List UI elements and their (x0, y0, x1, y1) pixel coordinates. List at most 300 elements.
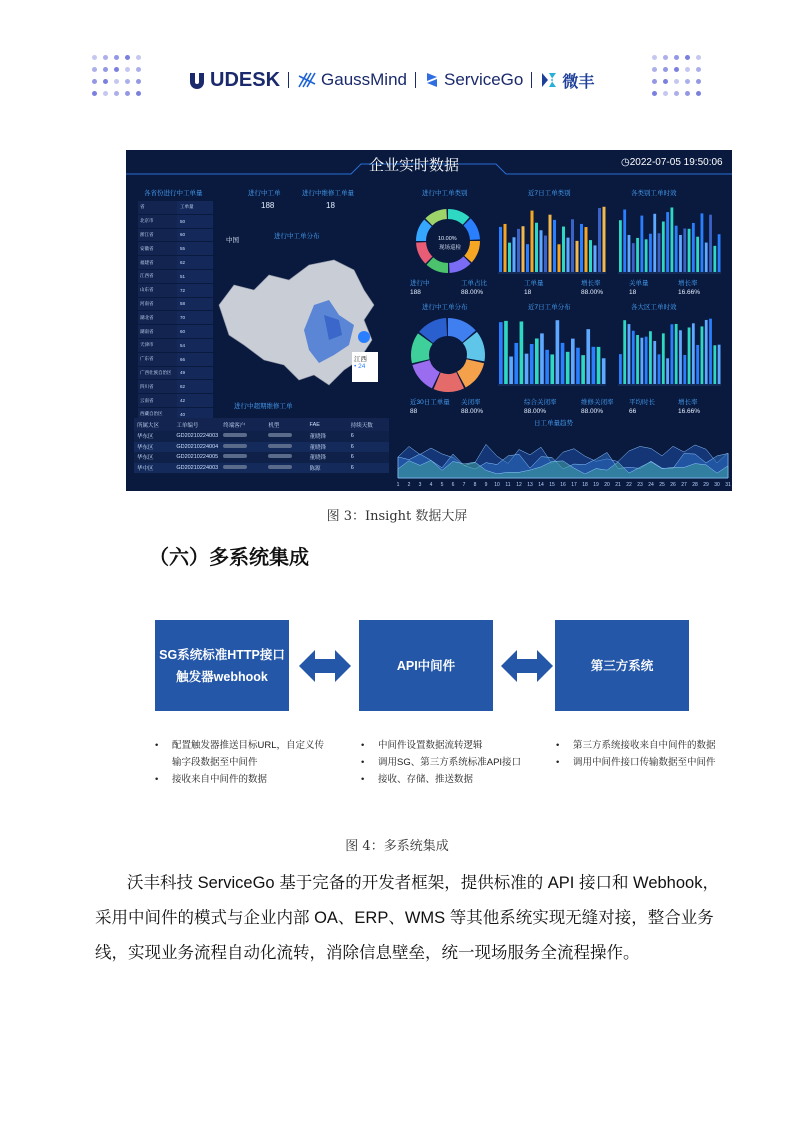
province-row: 福建省 62 (138, 256, 213, 270)
table-cell (220, 454, 265, 460)
table-cell (220, 433, 265, 439)
donut-segment (467, 222, 475, 240)
dot (92, 91, 97, 96)
dist7-title: 近7日工单分布 (528, 304, 571, 311)
column-header: 机型 (268, 422, 280, 429)
dot (685, 79, 690, 84)
bar (653, 341, 656, 384)
column-header: 终端客户 (223, 422, 246, 429)
divider (288, 72, 289, 88)
x-tick-label: 9 (484, 482, 488, 488)
table-cell: 董晓锋 (309, 444, 327, 451)
dot (663, 67, 668, 72)
table-cell (265, 465, 306, 471)
udesk-icon (188, 71, 206, 89)
servicego-logo (424, 70, 523, 90)
sg-http-box: SG系统标准HTTP接口 触发器webhook (155, 620, 289, 711)
bar (653, 214, 656, 272)
table-cell: GD20210224004 (176, 443, 219, 450)
bar (567, 238, 570, 272)
bar (522, 226, 525, 272)
paragraph-line: 线，实现业务流程自动化流转，消除信息壁垒，统一现场服务全流程操作。 (95, 944, 640, 962)
x-tick-label: 22 (626, 482, 632, 488)
x-tick-label: 28 (692, 482, 698, 488)
bar (640, 216, 643, 272)
bar (658, 354, 661, 384)
bar (701, 326, 704, 384)
weifeng-icon (540, 71, 558, 89)
paragraph-line: 沃丰科技 ServiceGo 基于完备的开发者框架，提供标准的 API 接口和 Webhook， (127, 874, 719, 892)
x-tick-label: 31 (725, 482, 731, 488)
table-row (134, 463, 389, 474)
third-party-box: 第三方系统 (555, 620, 689, 711)
bar (705, 320, 708, 384)
donut-segment (448, 327, 469, 336)
bar (589, 240, 592, 272)
dot (114, 55, 119, 60)
bar (531, 211, 534, 272)
column-header: 工单编号 (176, 422, 199, 429)
dot (92, 79, 97, 84)
dot (696, 67, 701, 72)
province-row: 西藏自治区 40 (138, 408, 213, 422)
donut-segment (430, 261, 448, 268)
region-title: 各大区工单时效 (631, 304, 677, 311)
clock-icon: ◷ (621, 157, 630, 168)
maint-value: 18 (326, 201, 335, 210)
donut-segment (437, 380, 460, 383)
china-label: 中国 (226, 237, 239, 244)
bar (508, 243, 511, 272)
servicego-icon (424, 71, 440, 89)
bar (649, 331, 652, 384)
bar (658, 233, 661, 272)
kpi-label: 近30日工单量 (410, 399, 450, 406)
kpi-value: 16.66% (678, 289, 701, 296)
table-cell: 陈源 (309, 465, 321, 472)
x-tick-label: 16 (560, 482, 566, 488)
table-cell: 6 (350, 464, 354, 471)
bar (619, 354, 622, 384)
province-row: 浙江省 60 (138, 229, 213, 243)
kpi-value: 18 (629, 289, 637, 296)
bar (535, 338, 539, 384)
province-row: 四川省 62 (138, 380, 213, 394)
bar (632, 243, 635, 272)
dot (685, 55, 690, 60)
region-bar-chart (618, 310, 723, 395)
bar (556, 320, 560, 384)
duration-bar-chart (618, 198, 723, 278)
x-tick-label: 3 (418, 482, 422, 488)
bar (520, 321, 524, 384)
table-row (134, 442, 389, 453)
dot (663, 91, 668, 96)
trend-area-chart (396, 426, 731, 488)
province-row: 湖南省 60 (138, 325, 213, 339)
type7-bar-chart (498, 198, 608, 278)
bar (598, 208, 601, 272)
table-cell (265, 454, 306, 460)
bar (526, 244, 529, 272)
x-tick-label: 20 (604, 482, 610, 488)
bar (696, 237, 699, 272)
gaussmind-wordmark: GaussMind (321, 70, 407, 89)
donut-label: 现场巡检 (439, 245, 462, 251)
bar (683, 355, 686, 384)
double-arrow-icon (299, 648, 351, 684)
dot (103, 55, 108, 60)
x-tick-label: 8 (473, 482, 477, 488)
x-tick-label: 26 (670, 482, 676, 488)
bar (671, 324, 674, 384)
bar (571, 339, 575, 384)
dot (125, 67, 130, 72)
dot (92, 67, 97, 72)
bar (696, 345, 699, 384)
insight-dashboard (126, 150, 732, 491)
bar (628, 235, 631, 272)
province-row: 安徽省 55 (138, 242, 213, 256)
bar (581, 355, 585, 384)
bar (640, 338, 643, 384)
bar (594, 245, 597, 272)
bar (592, 347, 596, 384)
list-item: • 调用中间件接口传输数据至中间件 (556, 754, 756, 771)
dot (652, 55, 657, 60)
donut-segment (421, 242, 429, 260)
bar (701, 213, 704, 272)
list-item: • 第三方系统接收来自中间件的数据 (556, 737, 756, 754)
bar (576, 241, 579, 272)
kpi-label: 关单量 (629, 280, 649, 287)
bar (499, 227, 502, 272)
bar (679, 330, 682, 384)
decorative-dots-right (652, 55, 708, 103)
dot (674, 67, 679, 72)
province-row: 天津市 54 (138, 339, 213, 353)
bar (683, 228, 686, 272)
bar (666, 358, 669, 384)
body-paragraph (95, 866, 719, 971)
kpi-value: 88.00% (461, 408, 484, 415)
table-cell: 6 (350, 443, 354, 450)
table-cell (220, 444, 265, 450)
column-header: 持续天数 (350, 422, 373, 429)
kpi-value: 188 (410, 289, 421, 296)
kpi-value: 66 (629, 408, 637, 415)
dot (125, 79, 130, 84)
dot (103, 67, 108, 72)
bar (525, 354, 529, 384)
table-cell: 6 (350, 454, 354, 461)
left-bullets (155, 737, 355, 788)
dashboard-datetime: ◷2022-07-05 19:50:06 (621, 157, 723, 168)
weifeng-logo (540, 69, 594, 92)
bar (645, 239, 648, 272)
dot (663, 79, 668, 84)
bar (561, 343, 565, 384)
x-tick-label: 14 (538, 482, 544, 488)
dot (696, 55, 701, 60)
bar (603, 207, 606, 272)
type7-title: 近7日工单类别 (528, 190, 571, 197)
dot (652, 91, 657, 96)
bar (679, 235, 682, 272)
x-tick-label: 21 (615, 482, 621, 488)
table-cell: 华中区 (137, 465, 154, 472)
bar (549, 215, 552, 272)
dot (114, 79, 119, 84)
overdue-table (134, 418, 389, 473)
list-item: • 配置触发器推送目标URL，自定义传 输字段数据至中间件 (155, 737, 355, 771)
table-cell: 华东区 (137, 444, 154, 451)
kpi-label: 平均时长 (629, 399, 655, 406)
province-row: 北京市 50 (138, 215, 213, 229)
bar (713, 246, 716, 272)
column-header: 所属大区 (137, 422, 160, 429)
bar (709, 319, 712, 384)
bar (628, 324, 631, 384)
bar (545, 350, 549, 384)
duration-title: 各类别工单时效 (631, 190, 677, 197)
kpi-label: 增长率 (581, 280, 601, 287)
x-tick-label: 13 (527, 482, 533, 488)
distribution-title: 进行中工单分布 (274, 233, 320, 240)
bar (705, 243, 708, 272)
list-item: • 接收来自中间件的数据 (155, 771, 355, 788)
x-tick-label: 5 (440, 482, 444, 488)
donut-segment (470, 338, 476, 360)
dist7-bar-chart (498, 310, 608, 390)
x-tick-label: 6 (451, 482, 455, 488)
bar (558, 244, 561, 272)
dot (103, 79, 108, 84)
right-bullets (556, 737, 756, 771)
donut-segment (421, 363, 436, 381)
dot (652, 79, 657, 84)
bar (662, 333, 665, 384)
x-tick-label: 23 (637, 482, 643, 488)
bar (597, 347, 601, 384)
bar (636, 335, 639, 384)
in-progress-value: 188 (261, 201, 275, 210)
bar (509, 357, 513, 384)
dot (696, 79, 701, 84)
bar (692, 223, 695, 272)
distribution-pie (408, 313, 488, 398)
kpi-value: 88.00% (581, 408, 604, 415)
bar (636, 238, 639, 272)
bar (586, 329, 590, 384)
x-tick-label: 1 (396, 482, 400, 488)
table-cell: GD20210224003 (176, 464, 219, 471)
bar (562, 227, 565, 272)
province-row: 山东省 72 (138, 284, 213, 298)
kpi-label: 关闭率 (461, 399, 481, 406)
province-row: 广西壮族自治区 49 (138, 367, 213, 381)
donut-segment (461, 361, 475, 379)
list-item: • 调用SG、第三方系统标准API接口 (361, 754, 561, 771)
x-tick-label: 10 (494, 482, 500, 488)
donut-segment (448, 214, 466, 221)
province-row: 云南省 42 (138, 394, 213, 408)
dot (674, 79, 679, 84)
x-tick-label: 29 (703, 482, 709, 488)
kpi-label: 工单占比 (461, 280, 487, 287)
bar (713, 345, 716, 384)
dot (114, 91, 119, 96)
kpi-value: 88.00% (461, 289, 484, 296)
dot (103, 91, 108, 96)
list-item: • 接收、存储、推送数据 (361, 771, 561, 788)
table-row (134, 431, 389, 442)
kpi-value: 16.66% (678, 408, 701, 415)
table-cell: 6 (350, 433, 354, 440)
dot (696, 91, 701, 96)
udesk-logo (188, 69, 280, 92)
bar (619, 220, 622, 272)
overdue-table-header (134, 418, 389, 431)
province-row: 广东省 66 (138, 353, 213, 367)
kpi-label: 增长率 (678, 399, 698, 406)
weifeng-wordmark: 微丰 (562, 73, 595, 91)
bar (671, 207, 674, 272)
x-tick-label: 18 (582, 482, 588, 488)
x-tick-label: 4 (429, 482, 433, 488)
bar (530, 344, 534, 384)
x-tick-label: 27 (681, 482, 687, 488)
map-tooltip: 江西 • 24 (352, 352, 378, 382)
bar (688, 229, 691, 272)
bar (544, 236, 547, 272)
table-cell (220, 465, 265, 471)
in-progress-maint-label: 进行中维修工单量 (302, 190, 354, 197)
table-cell (265, 433, 306, 439)
trend-title: 日工单量趋势 (534, 420, 573, 427)
province-row: 湖北省 70 (138, 311, 213, 325)
bar (623, 320, 626, 384)
x-tick-label: 24 (648, 482, 654, 488)
column-header: FAE (309, 421, 320, 428)
x-tick-label: 2 (407, 482, 411, 488)
donut-segment (426, 327, 446, 338)
dot (136, 91, 141, 96)
double-arrow-icon (501, 648, 553, 684)
bar (540, 333, 544, 384)
divider (531, 72, 532, 88)
x-tick-label: 7 (462, 482, 466, 488)
bar (709, 215, 712, 272)
divider (415, 72, 416, 88)
donut-segment (420, 339, 425, 362)
figure-4-caption: 图 4：多系统集成 (345, 839, 449, 854)
decorative-dots-left (92, 55, 148, 103)
donut-segment (429, 214, 447, 222)
kpi-label: 综合关闭率 (524, 399, 557, 406)
dot (125, 55, 130, 60)
dot (674, 55, 679, 60)
bar (580, 224, 583, 272)
bar (499, 322, 503, 384)
bar (540, 230, 543, 272)
x-tick-label: 25 (659, 482, 665, 488)
kpi-value: 88.00% (524, 408, 547, 415)
table-cell: 董晓锋 (309, 434, 327, 441)
paragraph-line: 采用中间件的模式与企业内部 OA、ERP、WMS 等其他系统实现无缝对接，整合业务 (95, 909, 714, 927)
dot (652, 67, 657, 72)
bar (504, 224, 507, 272)
bar (553, 220, 556, 272)
donut-pct: 10.00% (438, 236, 457, 242)
bar (571, 219, 574, 272)
bar (514, 343, 518, 384)
bar (662, 222, 665, 272)
bar (632, 331, 635, 384)
donut-segment (449, 260, 467, 268)
dot (136, 67, 141, 72)
section-title: （六）多系统集成 (149, 545, 309, 569)
dot (125, 91, 130, 96)
in-progress-label: 进行中工单 (248, 190, 281, 197)
bar (675, 324, 678, 384)
table-cell (265, 444, 306, 450)
dot (685, 67, 690, 72)
donut-segment (468, 241, 475, 259)
bar (513, 237, 516, 272)
servicego-wordmark: ServiceGo (444, 70, 524, 89)
table-cell: GD20210224005 (176, 454, 219, 461)
province-row: 江西省 51 (138, 270, 213, 284)
bar (585, 227, 588, 272)
province-table-header: 省 工单量 (138, 201, 213, 215)
kpi-value: 18 (524, 289, 532, 296)
dot (674, 91, 679, 96)
kpi-label: 维修关闭率 (581, 399, 614, 406)
bar (623, 210, 626, 272)
bar (649, 234, 652, 272)
bar (645, 337, 648, 384)
dot (92, 55, 97, 60)
table-cell: 华东区 (137, 434, 154, 441)
province-title: 各省份进行中工单量 (144, 190, 203, 197)
bar (504, 321, 508, 384)
x-tick-label: 30 (714, 482, 720, 488)
type-title: 进行中工单类别 (422, 190, 468, 197)
x-tick-label: 17 (571, 482, 577, 488)
bar (550, 354, 554, 384)
kpi-value: 88 (410, 408, 418, 415)
x-tick-label: 15 (549, 482, 555, 488)
x-tick-label: 19 (593, 482, 599, 488)
dot (114, 67, 119, 72)
dashboard-title: 企业实时数据 (369, 157, 460, 174)
table-cell: GD20210224003 (176, 433, 219, 440)
bar (692, 323, 695, 384)
donut-segment (421, 223, 428, 241)
list-item: • 中间件设置数据流转逻辑 (361, 737, 561, 754)
kpi-value: 88.00% (581, 289, 604, 296)
middle-bullets (361, 737, 561, 788)
bar (718, 345, 721, 384)
kpi-label: 进行中 (410, 280, 430, 287)
bar (535, 223, 538, 272)
dot (136, 55, 141, 60)
table-cell: 华东区 (137, 455, 154, 462)
x-tick-label: 11 (505, 482, 511, 488)
province-table (138, 201, 213, 422)
bar (517, 229, 520, 272)
